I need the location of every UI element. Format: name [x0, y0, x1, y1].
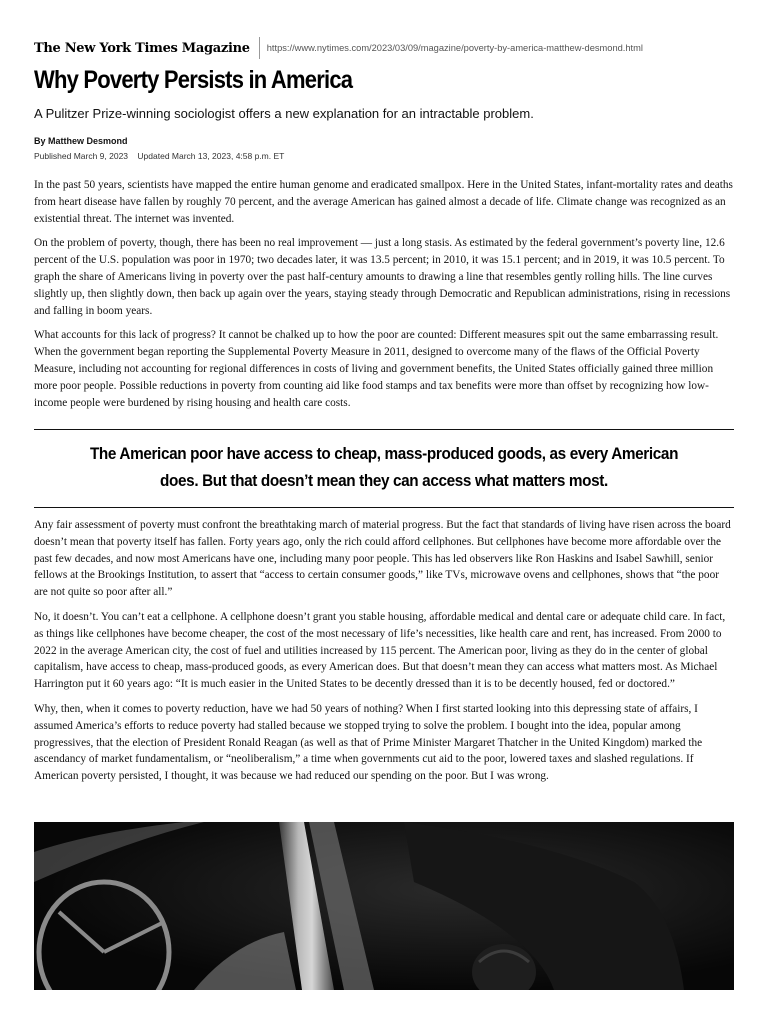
article-body-top: [34, 177, 734, 419]
masthead: [34, 36, 738, 60]
body-paragraph: What accounts for this lack of progress? It cannot be chalked up to how the poor are counted: Different measures spit out the same embarrassing result. When the government began reporting the Supplemental Poverty Measure in 2011, designed to overcome many of the flaws of the Official Poverty Measure, including not accounting for regional differences in costs of living and government benefits, the United States officially gained three million more poor people. Possible reductions in poverty from counting aid like food stamps and tax benefits were more than offset by recognizing how low-income people were burdened by rising housing and health care costs.: [34, 329, 719, 409]
pull-quote: [34, 440, 734, 494]
nyt-magazine-logo[interactable]: The New York Times Magazine: [34, 40, 250, 56]
body-paragraph: Why, then, when it comes to poverty reduction, have we had 50 years of nothing? When I first started looking into this depressing state of affairs, I assumed America’s efforts to reduce poverty had stalled because we stopped trying to solve the problem. I bought into the idea, popular among progressives, that the election of President Ronald Reagan (as well as that of Prime Minister Margaret Thatcher in the United Kingdom) marked the ascendancy of market fundamentalism, or “neoliberalism,” a time when governments cut aid to the poor, lowered taxes and slashed regulations. If American poverty persisted, I thought, it was because we had reduced our spending on the poor. But I was wrong.: [34, 702, 703, 783]
article-url[interactable]: https://www.nytimes.com/2023/03/09/magazine/poverty-by-america-matthew-desmond.html: [266, 43, 643, 53]
published-date: Published March 9, 2023: [34, 151, 129, 161]
car-interior-photo: [34, 822, 734, 990]
article-photo: [34, 822, 734, 990]
body-paragraph: No, it doesn’t. You can’t eat a cellphone. A cellphone doesn’t grant you stable housing, affordable medical and dental care or adequate child care. In fact, as things like cellphones have become cheaper, the cost of the most necessary of life’s necessities, like health care and rent, has increased. From 2000 to 2022 in the average American city, the cost of fuel and utilities increased by 115 percent. The American poor, living as they do in the center of global capitalism, have access to cheap, mass-produced goods, as every American does. But that doesn’t mean they can access what matters most. As Michael Harrington put it 60 years ago: “It is much easier in the United States to be decently dressed than it is to be decently housed, fed or doctored.”: [34, 610, 726, 691]
pull-quote-rule-top: [34, 429, 734, 430]
article-body-bottom: [34, 517, 734, 793]
body-paragraph: Any fair assessment of poverty must confront the breathtaking march of material progress. But the fact that standards of living have risen across the board doesn’t mean that poverty itself has fallen. Forty years ago, only the rich could afford cellphones. But cellphones have become more affordable over the past few decades, and now most Americans have one, including many poor people. This has led observers like Ron Haskins and Isabel Sawhill, senior fellows at the Brookings Institution, to assert that “access to certain consumer goods,” like TVs, microwave ovens and cellphones, shows that “the poor are not quite so poor after all.”: [34, 519, 731, 599]
body-paragraph: In the past 50 years, scientists have mapped the entire human genome and eradicated smallpox. Here in the United States, infant-mortality rates and deaths from heart disease have fallen by roughly 70 percent, and the average American has gained almost a decade of life. Climate change was recognized as an existential threat. The internet was invented.: [34, 179, 733, 225]
body-paragraph: On the problem of poverty, though, there has been no real improvement — just a long stasis. As estimated by the federal government’s poverty line, 12.6 percent of the U.S. population was poor in 1970; two decades later, it was 13.5 percent; in 2010, it was 15.1 percent; and in 2019, it was 10.5 percent. To graph the share of Americans living in poverty over the past half-century amounts to drawing a line that resembles gently rolling hills. The line curves slightly up, then slightly down, then back up again over the years, staying steady through Democratic and Republican administrations, rising in recessions and falling in boom years.: [34, 237, 731, 317]
article-headline: Why Poverty Persists in America: [34, 66, 353, 94]
article-dek: A Pulitzer Prize-winning sociologist offers a new explanation for an intractable problem.: [34, 106, 534, 121]
pull-quote-text: The American poor have access to cheap, mass-produced goods, as every American does. But that doesn’t mean they can access what matters most.: [89, 444, 679, 490]
pull-quote-rule-bottom: [34, 507, 734, 508]
dateline: [34, 151, 284, 161]
byline[interactable]: By Matthew Desmond: [34, 136, 128, 146]
masthead-divider: [259, 37, 260, 59]
updated-date: Updated March 13, 2023, 4:58 p.m. ET: [137, 151, 285, 161]
